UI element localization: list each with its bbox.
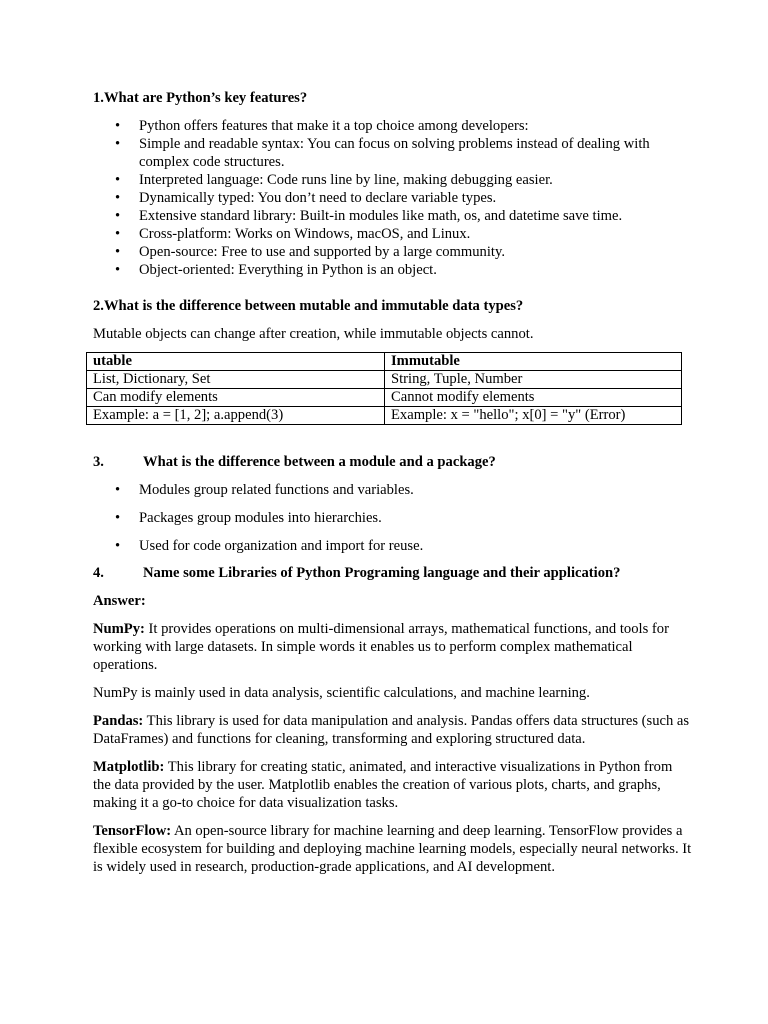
list-item: • Cross-platform: Works on Windows, macOS, and Linux. xyxy=(93,225,693,243)
table-row xyxy=(87,407,682,425)
pandas-label: Pandas: xyxy=(93,713,144,729)
pandas-paragraph xyxy=(93,712,693,748)
q3-number: 3. xyxy=(93,454,104,470)
mutable-immutable-table xyxy=(86,352,682,425)
list-item: • Interpreted language: Code runs line by line, making debugging easier. xyxy=(93,171,693,189)
list-item: • Python offers features that make it a top choice among developers: xyxy=(93,117,693,135)
tensorflow-paragraph xyxy=(93,822,693,876)
q3-heading xyxy=(93,453,693,471)
matplotlib-text: This library for creating static, animated, and interactive visualizations in Python from the data provided by the user. Matplotlib enables the creation of various plots, charts, and graphs, making it a go-to choice for data visualization tasks. xyxy=(93,759,673,811)
q3-list xyxy=(93,481,693,565)
table-cell: List, Dictionary, Set xyxy=(87,371,385,389)
q4-heading xyxy=(93,564,693,582)
matplotlib-paragraph xyxy=(93,758,693,812)
tensorflow-text: An open-source library for machine learning and deep learning. TensorFlow provides a flexible ecosystem for building and deploying machine learning models, especially neural networks. It is widely used in research, production-grade applications, and AI development. xyxy=(93,823,692,875)
q4-title: Name some Libraries of Python Programing language and their application? xyxy=(143,565,621,581)
numpy-text: It provides operations on multi-dimensional arrays, mathematical functions, and tools for working with large datasets. In simple words it enables us to perform complex mathematical operations. xyxy=(93,621,669,673)
table-cell: Can modify elements xyxy=(87,389,385,407)
list-item: • Extensive standard library: Built-in modules like math, os, and datetime save time. xyxy=(93,207,693,225)
numpy-label: NumPy: xyxy=(93,621,145,637)
list-item: • Packages group modules into hierarchies. xyxy=(93,509,693,527)
list-item: • Dynamically typed: You don’t need to declare variable types. xyxy=(93,189,693,207)
q1-feature-list xyxy=(93,117,693,279)
list-item: • Open-source: Free to use and supported by a large community. xyxy=(93,243,693,261)
table-cell: Example: x = "hello"; x[0] = "y" (Error) xyxy=(385,407,682,425)
list-item: • Used for code organization and import for reuse. xyxy=(93,537,693,555)
list-item: • Object-oriented: Everything in Python is an object. xyxy=(93,261,693,279)
tensorflow-label: TensorFlow: xyxy=(93,823,172,839)
list-item: • Simple and readable syntax: You can focus on solving problems instead of dealing with complex code structures. xyxy=(93,135,693,171)
q4-number: 4. xyxy=(93,565,104,581)
table-header-cell: Immutable xyxy=(385,353,682,371)
table-header-cell: utable xyxy=(87,353,385,371)
table-header-row xyxy=(87,353,682,371)
q1-heading: 1.What are Python’s key features? xyxy=(93,90,308,106)
list-item: • Modules group related functions and variables. xyxy=(93,481,693,499)
q2-intro: Mutable objects can change after creation, while immutable objects cannot. xyxy=(93,326,534,342)
numpy-paragraph xyxy=(93,620,693,674)
table-cell: String, Tuple, Number xyxy=(385,371,682,389)
table-cell: Cannot modify elements xyxy=(385,389,682,407)
matplotlib-label: Matplotlib: xyxy=(93,759,165,775)
table-row xyxy=(87,371,682,389)
q2-heading: 2.What is the difference between mutable and immutable data types? xyxy=(93,298,524,314)
q3-title: What is the difference between a module and a package? xyxy=(143,454,496,470)
numpy-usage: NumPy is mainly used in data analysis, scientific calculations, and machine learning. xyxy=(93,685,590,701)
table-row xyxy=(87,389,682,407)
answer-label: Answer: xyxy=(93,593,146,609)
table-cell: Example: a = [1, 2]; a.append(3) xyxy=(87,407,385,425)
pandas-text: This library is used for data manipulation and analysis. Pandas offers data structures (such as DataFrames) and functions for cleaning, transforming and exploring structured data. xyxy=(93,713,690,747)
